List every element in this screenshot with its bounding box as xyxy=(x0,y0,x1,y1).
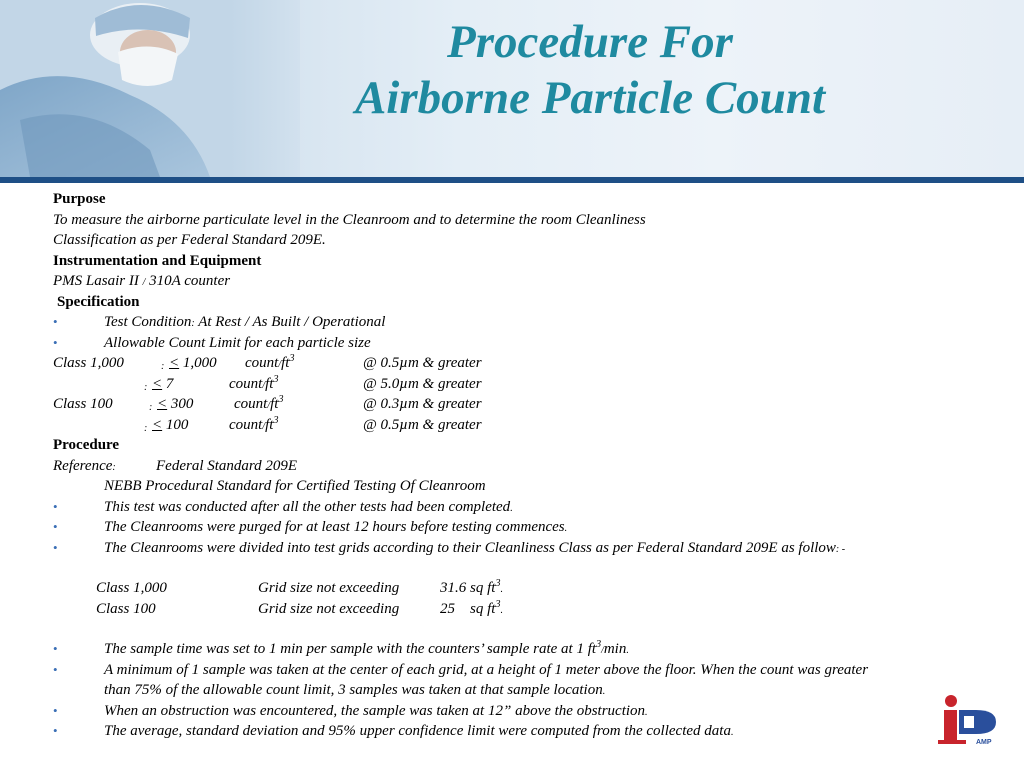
grid-value: 31.6 sq ft xyxy=(440,580,496,596)
limit-row xyxy=(53,415,1003,436)
unit-count: count xyxy=(245,355,279,371)
spec-bullet-1 xyxy=(53,312,1003,333)
period: . xyxy=(500,584,503,595)
particle-size: @ 0.5µm & greater xyxy=(363,416,482,433)
limit-count: 100 xyxy=(165,416,189,433)
unit-count: count xyxy=(229,416,263,433)
reference-label: Reference xyxy=(53,457,113,474)
spec-bullet-2 xyxy=(53,333,1003,354)
title-line-2: Airborne Particle Count xyxy=(354,72,826,124)
particle-size: @ 0.3µm & greater xyxy=(363,396,482,412)
limit-row xyxy=(53,394,1003,415)
instrumentation-heading: Instrumentation and Equipment xyxy=(53,252,262,269)
grid-class: Class 1,000 xyxy=(96,580,167,596)
purpose-line-1: To measure the airborne particulate level in the Cleanroom and to determine the room Cleanliness xyxy=(53,211,646,228)
test-condition-value: At Rest / As Built / Operational xyxy=(198,314,386,330)
period: . xyxy=(730,727,734,738)
bullet-icon: • xyxy=(53,723,58,738)
period: . xyxy=(626,645,629,656)
sampling-bullet-1 xyxy=(53,639,1003,660)
sample-location-line-1: A minimum of 1 sample was taken at the center of each grid, at a height of 1 meter above the floor. When the count was greater xyxy=(104,661,869,678)
grid-row xyxy=(53,578,1003,599)
limit-count: 1,000 xyxy=(182,355,217,371)
instrumentation-text xyxy=(53,271,1003,292)
unit-count: count xyxy=(234,396,268,412)
unit-separator: / xyxy=(278,359,282,370)
sample-rate-unit: min xyxy=(603,641,627,657)
instrument-name: PMS Lasair II xyxy=(53,273,139,289)
instrument-separator: / xyxy=(142,277,146,288)
unit-ft: ft xyxy=(265,416,274,433)
sampling-bullet-3 xyxy=(53,701,1003,722)
bullet-icon: • xyxy=(53,314,58,329)
procedure-bullet-2-text: The Cleanrooms were purged for at least 12 hours before testing commences xyxy=(104,519,565,535)
limit-row xyxy=(53,353,1003,374)
company-logo xyxy=(932,694,1004,746)
sampling-bullet-2-cont xyxy=(53,680,1003,701)
sampling-bullet-4 xyxy=(53,721,1003,742)
bullet-icon: • xyxy=(53,661,58,677)
bullet-icon: • xyxy=(53,702,58,718)
procedure-bullet-2 xyxy=(53,517,1003,538)
sample-rate-separator: / xyxy=(601,645,604,656)
unit-ft: ft xyxy=(270,396,279,412)
reference-line-1 xyxy=(53,456,1003,477)
procedure-bullet-1 xyxy=(53,497,1003,518)
test-condition-colon: : xyxy=(191,318,195,329)
unit-count: count xyxy=(229,375,263,392)
statistics-text: The average, standard deviation and 95% upper confidence limit were computed from the collected data xyxy=(104,723,731,739)
grid-desc: Grid size not exceeding xyxy=(258,600,400,617)
test-condition-label: Test Condition xyxy=(104,314,192,330)
unit-exponent: 3 xyxy=(273,373,279,385)
limit-class: Class 1,000 xyxy=(53,355,124,371)
specification-heading: Specification xyxy=(57,293,140,310)
bullet-icon: • xyxy=(53,334,58,350)
reference-colon: : xyxy=(112,461,116,473)
unit-ft: ft xyxy=(265,375,274,392)
title-line-1: Procedure For xyxy=(447,16,733,68)
particle-size: @ 5.0µm & greater xyxy=(363,375,482,392)
unit-exponent: 3 xyxy=(273,414,279,426)
bullet-icon: • xyxy=(53,641,58,656)
limit-row xyxy=(53,374,1003,395)
unit-exponent: 3 xyxy=(278,394,284,405)
obstruction-text: When an obstruction was encountered, the sample was taken at 12” above the obstruction xyxy=(104,702,646,719)
sample-location-line-2: than 75% of the allowable count limit, 3 samples was taken at that sample location xyxy=(104,682,603,698)
reference-1: Federal Standard 209E xyxy=(156,457,298,474)
banner-bottom-band xyxy=(0,177,1024,183)
logo-text: AMP xyxy=(976,739,992,746)
less-than-equal: < xyxy=(152,416,163,433)
grid-desc: Grid size not exceeding xyxy=(258,580,400,596)
header-banner xyxy=(0,0,1024,183)
sample-time-text: The sample time was set to 1 min per sample with the counters’ sample rate at 1 ft xyxy=(104,641,597,657)
grid-exponent: 3 xyxy=(495,578,501,589)
period: . xyxy=(564,523,568,534)
instrument-model: 310A counter xyxy=(149,273,231,289)
limit-colon: : xyxy=(149,402,153,413)
procedure-bullet-1-text: This test was conducted after all the other tests had been completed xyxy=(104,498,511,515)
bullet-icon: • xyxy=(53,519,58,534)
grid-value: 25 sq ft xyxy=(440,600,496,617)
bullet-icon: • xyxy=(53,539,58,555)
unit-exponent: 3 xyxy=(289,353,295,364)
slide-title xyxy=(250,14,930,126)
purpose-line-2: Classification as per Federal Standard 209E. xyxy=(53,232,326,248)
sampling-bullet-2 xyxy=(53,660,1003,681)
particle-size: @ 0.5µm & greater xyxy=(363,355,482,371)
unit-separator: / xyxy=(262,379,266,391)
period: . xyxy=(645,706,648,718)
limit-class: Class 100 xyxy=(53,396,113,412)
reference-line-2 xyxy=(53,476,1003,497)
less-than-equal: < xyxy=(152,375,163,392)
sample-rate-exponent: 3 xyxy=(596,639,602,650)
grid-exponent: 3 xyxy=(495,598,501,610)
procedure-heading: Procedure xyxy=(53,437,120,453)
period: . xyxy=(510,502,513,514)
unit-ft: ft xyxy=(281,355,290,371)
procedure-bullet-3 xyxy=(53,538,1003,559)
grid-class: Class 100 xyxy=(96,600,156,617)
less-than-equal: < xyxy=(157,396,168,412)
limit-colon: : xyxy=(144,422,148,434)
follow-suffix: : - xyxy=(835,543,846,555)
period: . xyxy=(500,604,503,616)
bullet-icon: • xyxy=(53,498,58,514)
limit-colon: : xyxy=(144,381,148,393)
unit-separator: / xyxy=(267,400,271,411)
purpose-heading: Purpose xyxy=(53,191,106,207)
limit-count: 300 xyxy=(170,396,194,412)
reference-2: NEBB Procedural Standard for Certified Testing Of Cleanroom xyxy=(104,478,486,494)
limit-colon: : xyxy=(161,361,165,372)
procedure-bullet-3-text: The Cleanrooms were divided into test grids according to their Cleanliness Class as per Federal Standard 209E as follow xyxy=(104,539,836,556)
limit-count: 7 xyxy=(165,375,174,392)
period: . xyxy=(602,686,606,697)
count-limit-text: Allowable Count Limit for each particle size xyxy=(104,334,371,351)
slide-body xyxy=(53,189,1003,742)
unit-separator: / xyxy=(262,420,266,432)
grid-row xyxy=(53,599,1003,620)
less-than-equal: < xyxy=(169,355,180,371)
